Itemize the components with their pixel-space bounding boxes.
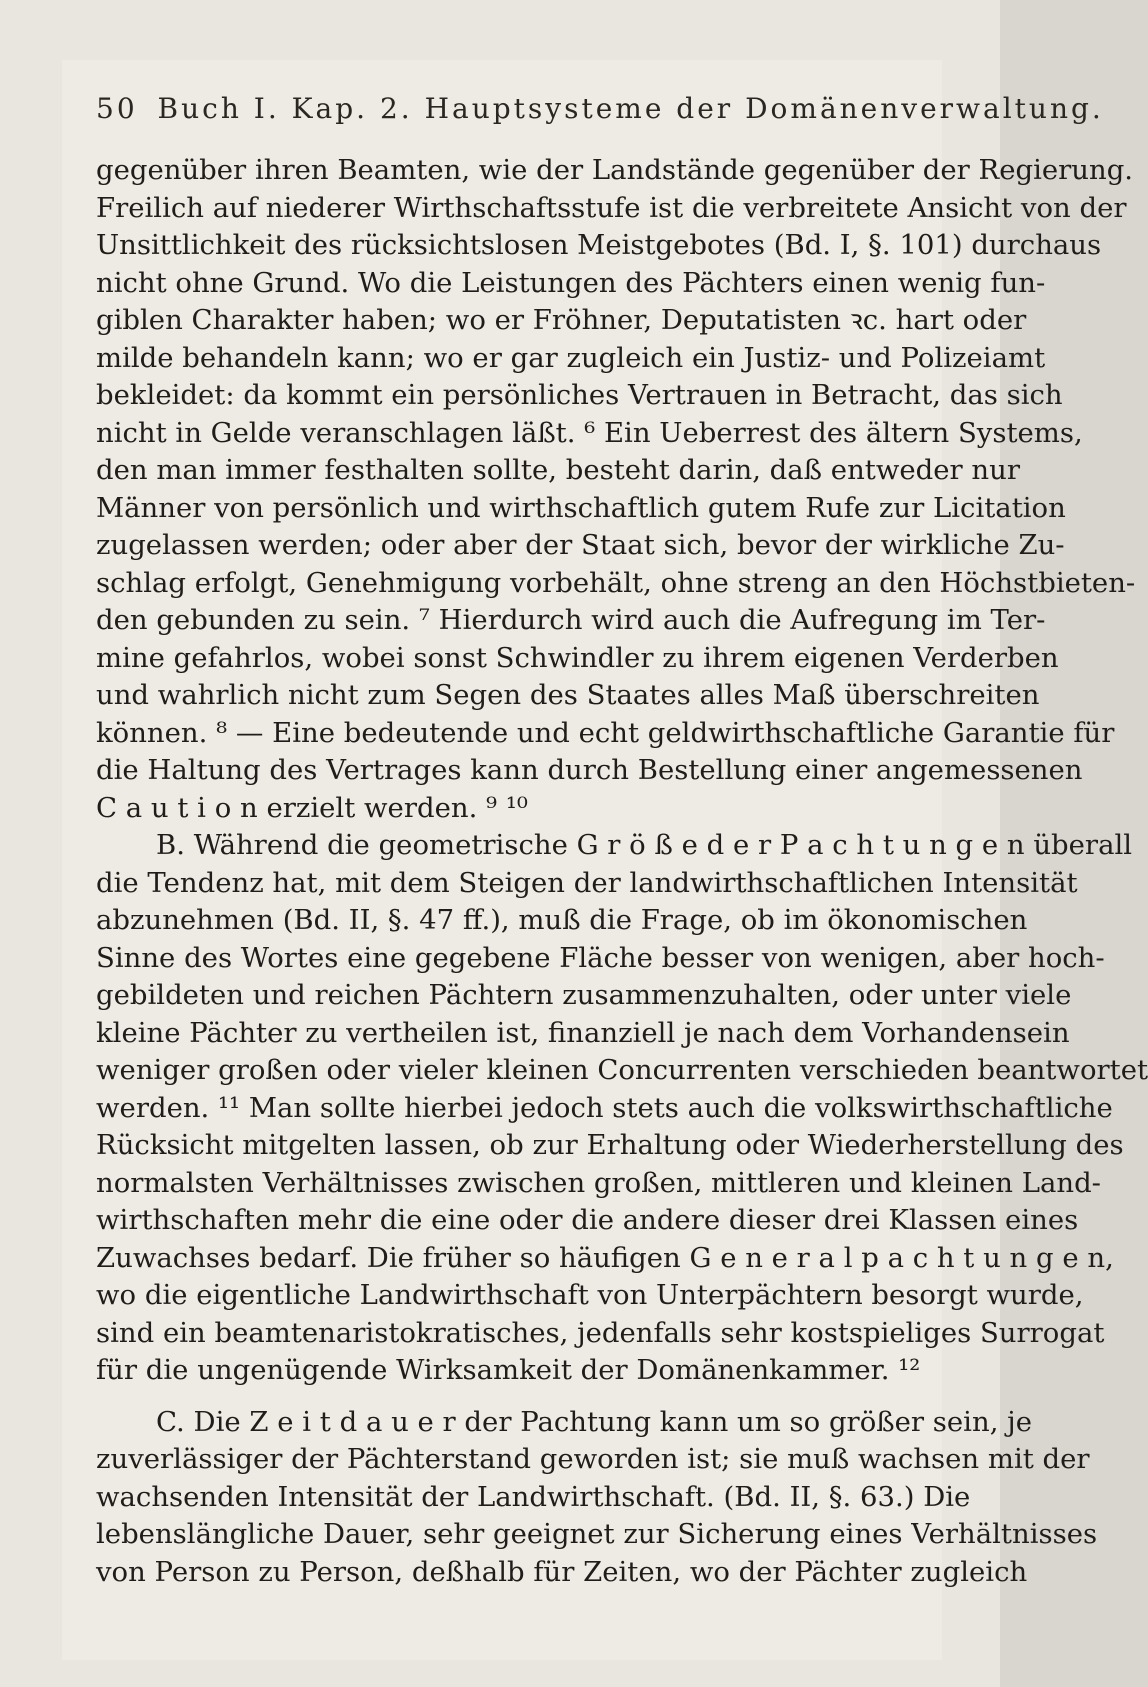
- text-line: wachsenden Intensität der Landwirthschaft. (Bd. II, §. 63.) Die: [96, 1480, 971, 1513]
- text-line: wo die eigentliche Landwirthschaft von Unterpächtern besorgt wurde,: [96, 1279, 1084, 1311]
- text-line: zugelassen werden; oder aber der Staat sich, bevor der wirkliche Zu-: [96, 529, 1065, 561]
- text-line: Zuwachses bedarf. Die früher so häufigen G e n e r a l p a c h t u n g e n,: [96, 1241, 1114, 1274]
- text-line: C a u t i o n erzielt werden. ⁹ ¹⁰: [96, 791, 528, 824]
- text-line: Männer von persönlich und wirthschaftlich gutem Rufe zur Licitation: [96, 491, 1066, 524]
- text-line: gebildeten und reichen Pächtern zusammenzuhalten, oder unter viele: [96, 979, 1072, 1011]
- text-line: nicht ohne Grund. Wo die Leistungen des Pächters einen wenig fun-: [96, 266, 1046, 299]
- text-line: C. Die Z e i t d a u e r der Pachtung kann um so größer sein, je: [156, 1405, 1032, 1438]
- text-line: und wahrlich nicht zum Segen des Staates alles Maß überschreiten: [96, 679, 1040, 711]
- text-line: bekleidet: da kommt ein persönliches Vertrauen in Betracht, das sich: [96, 379, 1063, 411]
- text-body: [96, 152, 1148, 1591]
- text-line: milde behandeln kann; wo er gar zugleich ein Justiz- und Polizeiamt: [96, 341, 1046, 374]
- paragraph-gap: [96, 1390, 924, 1404]
- text-line: die Tendenz hat, mit dem Steigen der landwirthschaftlichen Intensität: [96, 866, 1078, 899]
- running-title: Buch I. Kap. 2. Hauptsysteme der Domänenverwaltung.: [157, 92, 1104, 125]
- text-line: weniger großen oder vieler kleinen Concurrenten verschieden beantwortet: [96, 1054, 1148, 1086]
- text-line: Freilich auf niederer Wirthschaftsstufe ist die verbreitete Ansicht von der: [96, 191, 1127, 224]
- page-number: 50: [96, 92, 138, 125]
- paragraph-b: [96, 827, 1148, 1390]
- text-line: mine gefahrlos, wobei sonst Schwindler zu ihrem eigenen Verderben: [96, 641, 1059, 674]
- text-line: gegenüber ihren Beamten, wie der Landstände gegenüber der Regierung.: [96, 154, 1134, 186]
- text-line: den man immer festhalten sollte, besteht darin, daß entweder nur: [96, 454, 1020, 486]
- text-line: lebenslängliche Dauer, sehr geeignet zur Sicherung eines Verhältnisses: [96, 1518, 1098, 1550]
- text-line: den gebunden zu sein. ⁷ Hierdurch wird auch die Aufregung im Ter-: [96, 604, 1046, 636]
- paragraph: [96, 152, 1136, 827]
- text-line: wirthschaften mehr die eine oder die andere dieser drei Klassen eines: [96, 1204, 1079, 1236]
- text-line: abzunehmen (Bd. II, §. 47 ff.), muß die Frage, ob im ökonomischen: [96, 904, 1028, 936]
- text-line: zuverlässiger der Pächterstand geworden ist; sie muß wachsen mit der: [96, 1443, 1090, 1475]
- text-line: Unsittlichkeit des rücksichtslosen Meistgebotes (Bd. I, §. 101) durchaus: [96, 229, 1102, 261]
- text-line: kleine Pächter zu vertheilen ist, finanziell je nach dem Vorhandensein: [96, 1016, 1070, 1049]
- text-line: Rücksicht mitgelten lassen, ob zur Erhaltung oder Wiederherstellung des: [96, 1129, 1124, 1161]
- text-line: für die ungenügende Wirksamkeit der Domänenkammer. ¹²: [96, 1354, 921, 1386]
- running-header: [96, 92, 1104, 132]
- paragraph-c: [96, 1404, 1098, 1592]
- text-line: die Haltung des Vertrages kann durch Bestellung einer angemessenen: [96, 754, 1083, 786]
- text-line: giblen Charakter haben; wo er Fröhner, Deputatisten ꝛc. hart oder: [96, 304, 1027, 336]
- text-line: nicht in Gelde veranschlagen läßt. ⁶ Ein Ueberrest des ältern Systems,: [96, 416, 1083, 449]
- text-line: schlag erfolgt, Genehmigung vorbehält, ohne streng an den Höchstbieten-: [96, 566, 1136, 599]
- text-line: von Person zu Person, deßhalb für Zeiten, wo der Pächter zugleich: [96, 1555, 1028, 1588]
- text-line: werden. ¹¹ Man sollte hierbei jedoch stets auch die volkswirthschaftliche: [96, 1091, 1113, 1124]
- text-line: können. ⁸ — Eine bedeutende und echt geldwirthschaftliche Garantie für: [96, 716, 1115, 749]
- text-line: B. Während die geometrische G r ö ß e d e r P a c h t u n g e n überall: [156, 829, 1133, 861]
- text-line: normalsten Verhältnisses zwischen großen, mittleren und kleinen Land-: [96, 1166, 1101, 1199]
- text-line: Sinne des Wortes eine gegebene Fläche besser von wenigen, aber hoch-: [96, 941, 1105, 974]
- text-line: sind ein beamtenaristokratisches, jedenfalls sehr kostspieliges Surrogat: [96, 1316, 1105, 1349]
